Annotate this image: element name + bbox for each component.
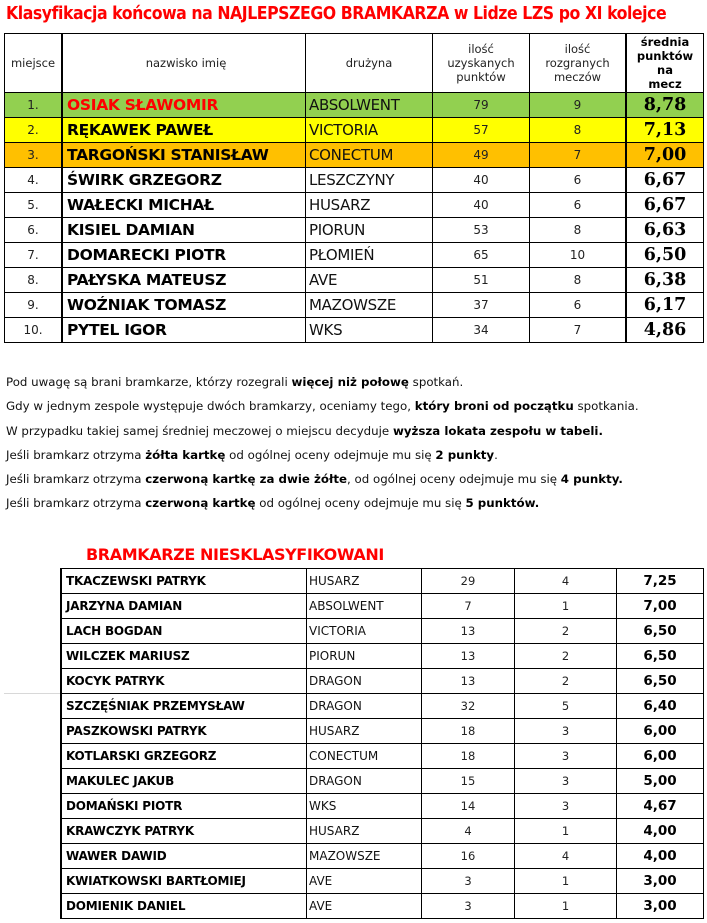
average-cell: 7,25 — [617, 569, 704, 594]
header-games — [530, 34, 627, 93]
name-cell: OSIAK SŁAWOMIR — [62, 93, 306, 118]
header-games-line3: meczów — [553, 70, 602, 84]
unclassified-row — [61, 719, 704, 744]
team-cell: CONECTUM — [306, 143, 433, 168]
rule-note-emphasis: żółta kartkę — [145, 447, 226, 462]
place-cell: 5. — [5, 193, 63, 218]
points-cell: 29 — [422, 569, 515, 594]
games-cell: 3 — [515, 744, 617, 769]
name-cell: WOŹNIAK TOMASZ — [62, 293, 306, 318]
average-cell: 6,50 — [626, 243, 704, 268]
place-cell: 9. — [5, 293, 63, 318]
team-cell: VICTORIA — [307, 619, 422, 644]
unclassified-row — [61, 669, 704, 694]
team-cell: AVE — [306, 268, 433, 293]
name-cell: DOMARECKI PIOTR — [62, 243, 306, 268]
divider — [4, 693, 60, 694]
rule-note-emphasis: więcej niż połowę — [291, 375, 409, 389]
name-cell: WAWER DAWID — [61, 844, 307, 869]
name-cell: KOCYK PATRYK — [61, 669, 307, 694]
points-cell: 32 — [422, 694, 515, 719]
average-cell: 6,40 — [617, 694, 704, 719]
games-cell: 2 — [515, 619, 617, 644]
team-cell: HUSARZ — [307, 719, 422, 744]
games-cell: 5 — [515, 694, 617, 719]
name-cell: TKACZEWSKI PATRYK — [61, 569, 307, 594]
games-cell: 10 — [530, 243, 627, 268]
points-cell: 3 — [422, 894, 515, 919]
games-cell: 2 — [515, 644, 617, 669]
points-cell: 13 — [422, 619, 515, 644]
ranking-row — [5, 218, 704, 243]
rule-note-text: Jeśli bramkarz otrzyma — [6, 472, 146, 487]
rule-note-text: spotkania. — [573, 399, 639, 414]
rule-note-text: Jeśli bramkarz otrzyma — [6, 447, 146, 462]
rule-note-emphasis: czerwoną kartkę za dwie żółte — [145, 472, 348, 487]
rule-note-text: od ogólnej oceny odejmuje mu się — [225, 447, 436, 462]
points-cell: 57 — [433, 118, 530, 143]
points-cell: 16 — [422, 844, 515, 869]
games-cell: 6 — [530, 193, 627, 218]
points-cell: 15 — [422, 769, 515, 794]
games-cell: 1 — [515, 819, 617, 844]
team-cell: PŁOMIEŃ — [306, 243, 433, 268]
ranking-row — [5, 318, 704, 343]
name-cell: WILCZEK MARIUSZ — [61, 644, 307, 669]
name-cell: KRAWCZYK PATRYK — [61, 819, 307, 844]
place-cell: 8. — [5, 268, 63, 293]
games-cell: 3 — [515, 719, 617, 744]
header-points-line1: ilość — [468, 42, 494, 56]
points-cell: 13 — [422, 644, 515, 669]
games-cell: 3 — [515, 769, 617, 794]
games-cell: 8 — [530, 268, 627, 293]
ranking-table — [4, 33, 704, 343]
points-cell: 3 — [422, 869, 515, 894]
average-cell: 4,86 — [626, 318, 704, 343]
name-cell: RĘKAWEK PAWEŁ — [62, 118, 306, 143]
place-cell: 4. — [5, 168, 63, 193]
average-cell: 6,50 — [617, 619, 704, 644]
rule-note-emphasis: wyższa lokata zespołu w tabeli. — [392, 423, 603, 438]
average-cell: 3,00 — [617, 869, 704, 894]
name-cell: PYTEL IGOR — [62, 318, 306, 343]
average-cell: 4,00 — [617, 844, 704, 869]
header-average-line1: średnia — [640, 35, 690, 49]
points-cell: 65 — [433, 243, 530, 268]
team-cell: PIORUN — [307, 644, 422, 669]
unclassified-row — [61, 744, 704, 769]
games-cell: 4 — [515, 844, 617, 869]
header-team: drużyna — [306, 34, 433, 93]
rule-note-text: spotkań. — [408, 375, 464, 389]
unclassified-row — [61, 644, 704, 669]
rule-note-emphasis: 5 punktów. — [465, 496, 540, 511]
points-cell: 34 — [433, 318, 530, 343]
team-cell: CONECTUM — [307, 744, 422, 769]
average-cell: 6,38 — [626, 268, 704, 293]
header-games-line2: rozgranych — [545, 56, 610, 70]
ranking-row — [5, 168, 704, 193]
unclassified-table — [60, 568, 704, 919]
rule-note-text: , od ogólnej oceny odejmuje mu się — [347, 472, 561, 487]
average-cell: 7,00 — [626, 143, 704, 168]
team-cell: HUSARZ — [307, 819, 422, 844]
rule-note-emphasis: czerwoną kartkę — [145, 496, 256, 511]
average-cell: 6,63 — [626, 218, 704, 243]
rule-note — [6, 396, 639, 420]
unclassified-row — [61, 569, 704, 594]
rule-note-text: Pod uwagę są brani bramkarze, którzy rozegrali — [6, 375, 292, 389]
points-cell: 53 — [433, 218, 530, 243]
average-cell: 6,17 — [626, 293, 704, 318]
place-cell: 1. — [5, 93, 63, 118]
average-cell: 6,00 — [617, 744, 704, 769]
points-cell: 40 — [433, 168, 530, 193]
rule-note-emphasis: 2 punkty — [435, 447, 495, 462]
name-cell: JARZYNA DAMIAN — [61, 594, 307, 619]
average-cell: 6,67 — [626, 193, 704, 218]
name-cell: DOMIENIK DANIEL — [61, 894, 307, 919]
rule-note-text: Jeśli bramkarz otrzyma — [6, 496, 146, 511]
games-cell: 3 — [515, 794, 617, 819]
team-cell: LESZCZYNY — [306, 168, 433, 193]
header-points-line3: punktów — [456, 70, 506, 84]
average-cell: 8,78 — [626, 93, 704, 118]
rule-note-text: . — [494, 447, 498, 462]
rule-note-emphasis: który broni od początku — [414, 399, 574, 414]
unclassified-row — [61, 794, 704, 819]
unclassified-title: BRAMKARZE NIESKLASYFIKOWANI — [86, 545, 384, 564]
average-cell: 5,00 — [617, 769, 704, 794]
points-cell: 79 — [433, 93, 530, 118]
header-place: miejsce — [5, 34, 63, 93]
team-cell: DRAGON — [307, 694, 422, 719]
header-average-line2: punktów na — [636, 49, 694, 77]
rule-note — [6, 421, 639, 445]
ranking-header-row — [5, 34, 704, 93]
rule-note-text: Gdy w jednym zespole występuje dwóch bramkarzy, oceniamy tego, — [6, 399, 415, 414]
ranking-row — [5, 293, 704, 318]
games-cell: 1 — [515, 594, 617, 619]
ranking-row — [5, 193, 704, 218]
team-cell: HUSARZ — [306, 193, 433, 218]
header-games-line1: ilość — [564, 42, 591, 56]
unclassified-row — [61, 619, 704, 644]
average-cell: 6,50 — [617, 669, 704, 694]
rule-note-text: W przypadku takiej samej średniej meczowej o miejscu decyduje — [6, 423, 393, 438]
points-cell: 18 — [422, 719, 515, 744]
unclassified-row — [61, 869, 704, 894]
name-cell: ŚWIRK GRZEGORZ — [62, 168, 306, 193]
average-cell: 6,67 — [626, 168, 704, 193]
ranking-row — [5, 93, 704, 118]
team-cell: ABSOLWENT — [307, 594, 422, 619]
team-cell: WKS — [307, 794, 422, 819]
games-cell: 1 — [515, 894, 617, 919]
rule-note-emphasis: 4 punkty. — [560, 472, 623, 487]
average-cell: 7,13 — [626, 118, 704, 143]
name-cell: MAKULEC JAKUB — [61, 769, 307, 794]
average-cell: 4,00 — [617, 819, 704, 844]
ranking-row — [5, 118, 704, 143]
games-cell: 8 — [530, 118, 627, 143]
team-cell: AVE — [307, 869, 422, 894]
games-cell: 9 — [530, 93, 627, 118]
rule-note — [6, 493, 639, 517]
ranking-row — [5, 268, 704, 293]
team-cell: DRAGON — [307, 769, 422, 794]
games-cell: 1 — [515, 869, 617, 894]
header-average — [626, 34, 704, 93]
header-points-line2: uzyskanych — [447, 56, 515, 70]
average-cell: 6,00 — [617, 719, 704, 744]
place-cell: 7. — [5, 243, 63, 268]
unclassified-row — [61, 894, 704, 919]
points-cell: 13 — [422, 669, 515, 694]
points-cell: 49 — [433, 143, 530, 168]
unclassified-row — [61, 594, 704, 619]
rule-note — [6, 469, 639, 493]
team-cell: VICTORIA — [306, 118, 433, 143]
team-cell: DRAGON — [307, 669, 422, 694]
rule-note — [6, 445, 639, 469]
unclassified-row — [61, 844, 704, 869]
name-cell: KWIATKOWSKI BARTŁOMIEJ — [61, 869, 307, 894]
points-cell: 51 — [433, 268, 530, 293]
unclassified-row — [61, 769, 704, 794]
games-cell: 8 — [530, 218, 627, 243]
place-cell: 3. — [5, 143, 63, 168]
name-cell: DOMAŃSKI PIOTR — [61, 794, 307, 819]
team-cell: ABSOLWENT — [306, 93, 433, 118]
points-cell: 37 — [433, 293, 530, 318]
points-cell: 14 — [422, 794, 515, 819]
points-cell: 40 — [433, 193, 530, 218]
average-cell: 6,50 — [617, 644, 704, 669]
name-cell: PAŁYSKA MATEUSZ — [62, 268, 306, 293]
average-cell: 3,00 — [617, 894, 704, 919]
name-cell: KISIEL DAMIAN — [62, 218, 306, 243]
points-cell: 7 — [422, 594, 515, 619]
points-cell: 18 — [422, 744, 515, 769]
page-title: Klasyfikacja końcowa na NAJLEPSZEGO BRAMKARZA w Lidze LZS po XI kolejce — [6, 4, 667, 24]
ranking-row — [5, 143, 704, 168]
ranking-row — [5, 243, 704, 268]
header-average-line3: mecz — [648, 77, 682, 91]
header-points — [433, 34, 530, 93]
name-cell: PASZKOWSKI PATRYK — [61, 719, 307, 744]
games-cell: 6 — [530, 168, 627, 193]
points-cell: 4 — [422, 819, 515, 844]
games-cell: 7 — [530, 318, 627, 343]
team-cell: MAZOWSZE — [306, 293, 433, 318]
name-cell: SZCZĘŚNIAK PRZEMYSŁAW — [61, 694, 307, 719]
rule-note-text: od ogólnej oceny odejmuje mu się — [255, 496, 466, 511]
team-cell: WKS — [306, 318, 433, 343]
unclassified-row — [61, 819, 704, 844]
games-cell: 4 — [515, 569, 617, 594]
team-cell: HUSARZ — [307, 569, 422, 594]
games-cell: 6 — [530, 293, 627, 318]
rules-notes — [6, 372, 639, 518]
name-cell: LACH BOGDAN — [61, 619, 307, 644]
games-cell: 7 — [530, 143, 627, 168]
name-cell: TARGOŃSKI STANISŁAW — [62, 143, 306, 168]
average-cell: 4,67 — [617, 794, 704, 819]
average-cell: 7,00 — [617, 594, 704, 619]
team-cell: AVE — [307, 894, 422, 919]
team-cell: MAZOWSZE — [307, 844, 422, 869]
place-cell: 10. — [5, 318, 63, 343]
header-name: nazwisko imię — [62, 34, 306, 93]
rule-note — [6, 372, 639, 396]
unclassified-row — [61, 694, 704, 719]
games-cell: 2 — [515, 669, 617, 694]
team-cell: PIORUN — [306, 218, 433, 243]
name-cell: KOTLARSKI GRZEGORZ — [61, 744, 307, 769]
place-cell: 6. — [5, 218, 63, 243]
place-cell: 2. — [5, 118, 63, 143]
name-cell: WAŁECKI MICHAŁ — [62, 193, 306, 218]
